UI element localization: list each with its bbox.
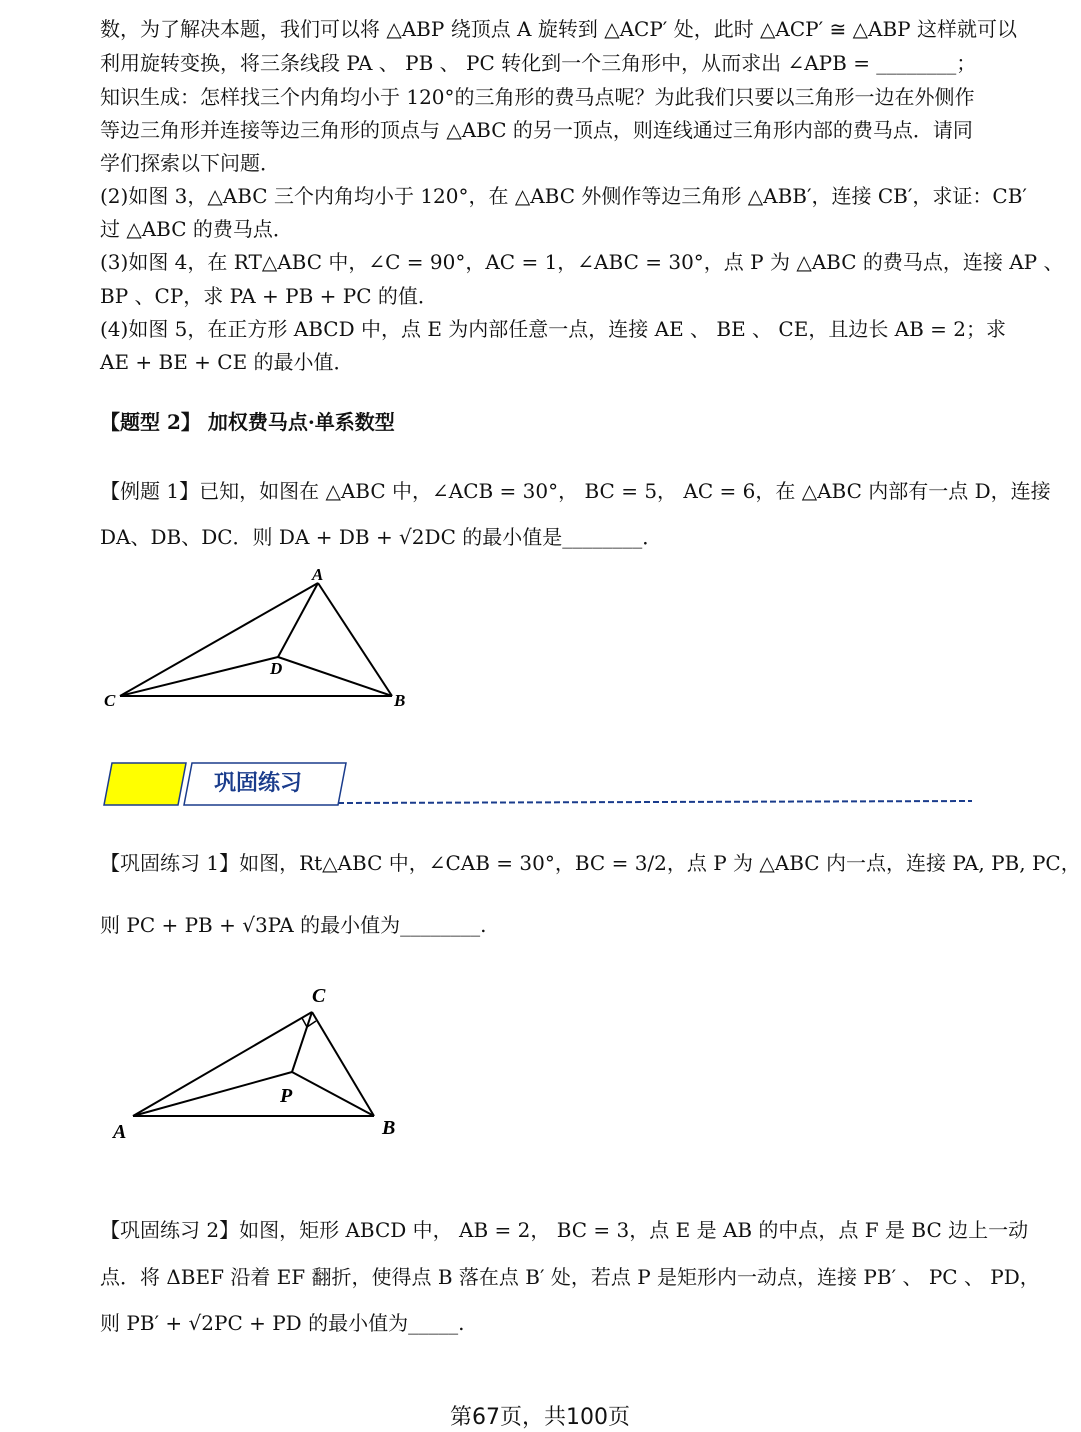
text-line: 知识生成：怎样找三个内角均小于 120°的三角形的费马点呢？为此我们只要以三角形一边在外侧作 — [100, 85, 975, 109]
label-a: A — [113, 1121, 127, 1143]
segment-dc — [120, 657, 278, 696]
text-line: BP 、CP，求 PA + PB + PC 的值． — [100, 284, 438, 308]
text-line: (3)如图 4，在 RT△ABC 中，∠C = 90°，AC = 1，∠ABC = 30°，点 P 为 △ABC 的费马点，连接 AP 、 — [100, 250, 1064, 274]
label-a: A — [312, 565, 324, 584]
segment-ab — [318, 583, 392, 696]
practice-text-line: 则 PC + PB + √3PA 的最小值为________. — [100, 913, 487, 937]
practice-text-line: 【巩固练习 2】如图，矩形 ABCD 中， AB = 2， BC = 3，点 E 是 AB 的中点，点 F 是 BC 边上一动 — [100, 1218, 1029, 1242]
text-line: (4)如图 5，在正方形 ABCD 中，点 E 为内部任意一点，连接 AE 、 BE 、 CE，且边长 AB = 2；求 — [100, 317, 1007, 341]
segment-db — [278, 657, 392, 696]
page-number: 第67页，共100页 — [450, 1405, 630, 1430]
text-line: 等边三角形并连接等边三角形的顶点与 △ABC 的另一顶点，则连线通过三角形内部的费马点．请同 — [100, 118, 973, 142]
example1-triangle-figure — [95, 560, 425, 720]
banner-title: 巩固练习 — [214, 771, 303, 796]
text-line: (2)如图 3，△ABC 三个内角均小于 120°，在 △ABC 外侧作等边三角形 △ABB′，连接 CB′，求证：CB′ — [100, 184, 1027, 208]
label-c: C — [312, 985, 326, 1007]
banner-dashed-rule — [338, 801, 972, 803]
text-line: 利用旋转变换，将三条线段 PA 、 PB 、 PC 转化到一个三角形中，从而求出 ∠APB = ________； — [100, 51, 977, 75]
text-line: AE + BE + CE 的最小值． — [100, 350, 354, 374]
text-line: 过 △ABC 的费马点． — [100, 217, 293, 241]
text-line: 数，为了解决本题，我们可以将 △ABP 绕顶点 A 旋转到 △ACP′ 处，此时 △ACP′ ≅ △ABP 这样就可以 — [100, 17, 1017, 41]
label-b: B — [394, 691, 406, 710]
practice-text-line: 则 PB′ + √2PC + PD 的最小值为_____. — [100, 1311, 465, 1335]
label-b: B — [382, 1117, 396, 1139]
section-heading: 【题型 2】 加权费马点·单系数型 — [100, 410, 395, 434]
label-p: P — [280, 1085, 293, 1107]
practice1-triangle-figure — [105, 980, 415, 1145]
label-d: D — [270, 659, 283, 678]
banner-accent-block — [104, 763, 186, 805]
practice-text-line: 点．将 ΔBEF 沿着 EF 翻折，使得点 B 落在点 B′ 处，若点 P 是矩形内一动点，连接 PB′ 、 PC 、 PD， — [100, 1265, 1040, 1289]
example-text-line: 【例题 1】已知，如图在 △ABC 中，∠ACB = 30°， BC = 5， AC = 6，在 △ABC 内部有一点 D，连接 — [100, 479, 1051, 503]
segment-pa — [133, 1072, 292, 1116]
text-line: 学们探索以下问题． — [100, 151, 280, 175]
practice-text-line: 【巩固练习 1】如图，Rt△ABC 中，∠CAB = 30°，BC = 3/2，点 P 为 △ABC 内一点，连接 PA, PB, PC， — [100, 851, 1081, 875]
example-text-line: DA、DB、DC．则 DA + DB + √2DC 的最小值是________． — [100, 525, 663, 549]
label-c: C — [104, 691, 116, 710]
